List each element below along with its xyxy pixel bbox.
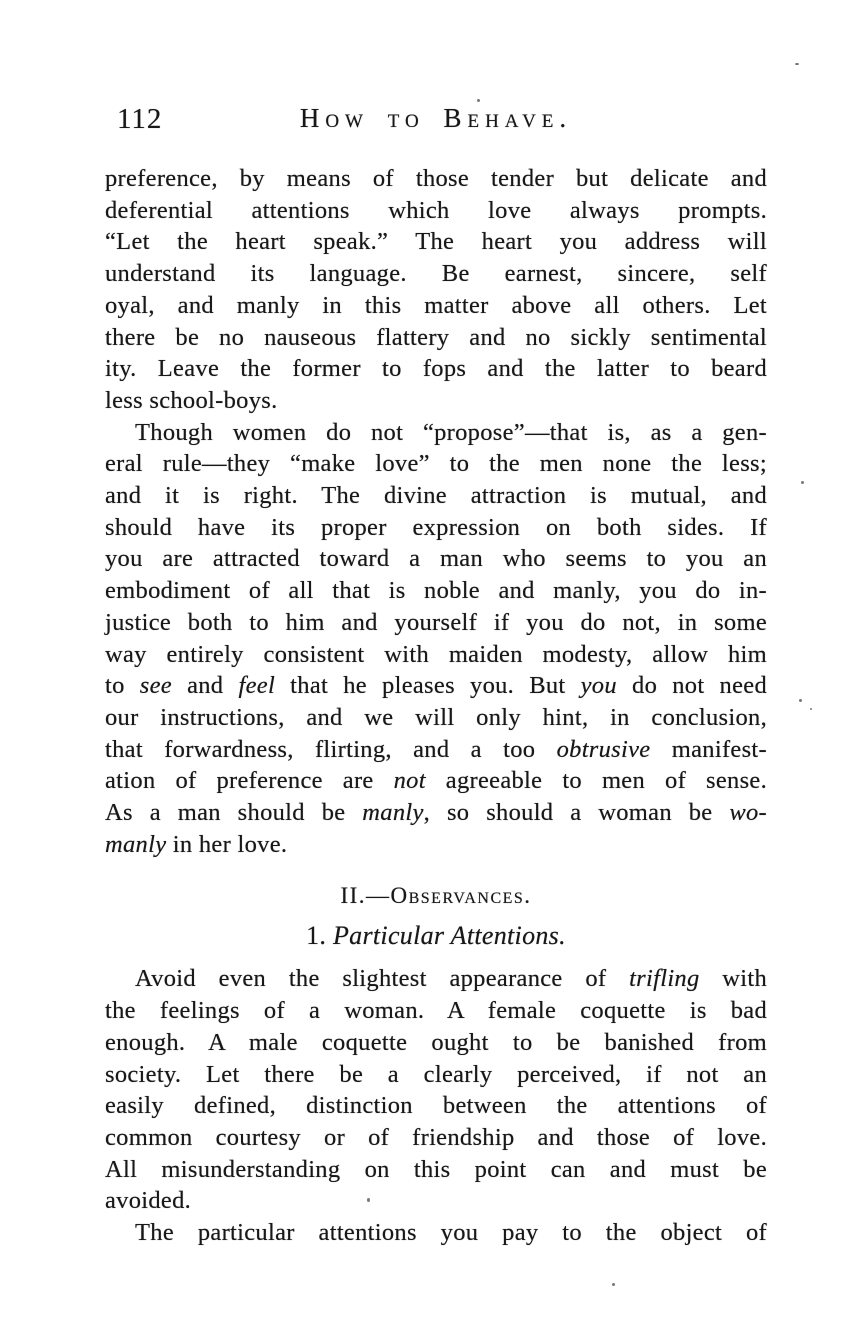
italic-text: not [393,767,426,795]
text-segment: justice both to him and yourself if you do not, in some [105,608,767,636]
text-line [105,734,767,766]
text-segment: less school-boys. [105,386,278,414]
text-line [105,963,767,995]
text-segment: ation of preference are [105,767,394,795]
text-segment: our instructions, and we will only hint, in conclusion, [105,703,767,731]
italic-text: manly [362,799,424,827]
text-segment: ity. Leave the former to fops and the latter to beard [105,355,767,383]
text-segment: manifest- [650,735,767,763]
text-segment: there be no nauseous flattery and no sickly sentimental [105,323,767,351]
text-segment: should have its proper expression on both sides. If [105,513,767,541]
paragraph [105,1217,767,1249]
text-line [105,512,767,544]
text-segment: As a man should be [105,799,363,827]
paragraph [105,417,767,861]
text-segment: that he pleases you. But [275,672,581,700]
text-line [105,353,767,385]
text-line [105,195,767,227]
italic-text: manly [105,830,167,858]
italic-text: you [580,672,617,700]
italic-text: feel [238,672,276,700]
text-line [105,670,767,702]
text-line [105,226,767,258]
page-header [105,101,767,141]
text-segment: agreeable to men of sense. [425,767,767,795]
text-line [105,543,767,575]
text-segment: do not need [616,672,768,700]
paragraph [105,163,767,417]
text-segment: and [171,672,239,700]
text-line [105,448,767,480]
italic-text: wo- [729,799,768,827]
text-segment: deferential attentions which love always prompts. [105,196,767,224]
text-line [105,1059,767,1091]
text-segment: way entirely consistent with maiden modesty, allow him [105,640,767,668]
text-line [105,290,767,322]
text-segment: with [699,965,768,993]
text-segment: to [105,672,140,700]
text-segment: society. Let there be a clearly perceived, if not an [105,1060,767,1088]
text-segment: eral rule—they “make love” to the men none the less; [105,450,767,478]
italic-text: Particular Attentions. [333,921,566,951]
text-segment: , so should a woman be [423,799,730,827]
scan-speck [612,1283,615,1286]
text-segment: common courtesy or of friendship and those of love. [105,1123,767,1151]
text-segment: the feelings of a woman. A female coquette is bad [105,997,767,1025]
text-line [105,163,767,195]
page-body [105,163,767,1249]
italic-text: see [139,672,172,700]
text-segment: you are attracted toward a man who seems to you an [105,545,767,573]
text-segment: 1. [306,921,333,951]
section-subheading [105,918,767,954]
text-segment: The particular attentions you pay to the object of [135,1219,767,1247]
text-line [105,1027,767,1059]
text-line [105,1154,767,1186]
text-line [105,385,767,417]
text-segment: in her love. [166,830,288,858]
text-line [105,639,767,671]
text-line [105,829,767,861]
text-line [105,765,767,797]
text-line [105,417,767,449]
text-segment: All misunderstanding on this point can and must be [105,1155,767,1183]
text-segment: “Let the heart speak.” The heart you address will [105,228,767,256]
text-segment: embodiment of all that is noble and manly, you do in- [105,577,767,605]
text-line [105,322,767,354]
running-title: How to Behave. [299,103,573,133]
text-line [105,1122,767,1154]
scan-speck [801,481,804,484]
text-line [105,258,767,290]
text-line [105,1217,767,1249]
text-segment: Though women do not “propose”—that is, as a gen- [135,418,767,446]
scan-speck [799,699,802,702]
text-line [105,702,767,734]
section-heading [105,881,767,911]
text-segment: and it is right. The divine attraction is mutual, and [105,482,767,510]
text-segment: avoided. [105,1187,192,1215]
text-line [105,1185,767,1217]
scan-speck [367,1198,370,1202]
text-segment: easily defined, distinction between the attentions of [105,1092,767,1120]
text-line [105,607,767,639]
italic-text: obtrusive [556,735,651,763]
text-segment: oyal, and manly in this matter above all others. Let [105,291,767,319]
paragraph [105,963,767,1217]
text-segment: that forwardness, flirting, and a too [105,735,557,763]
text-line [105,575,767,607]
text-line [105,480,767,512]
text-segment: enough. A male coquette ought to be banished from [105,1028,767,1056]
text-segment: Avoid even the slightest appearance of [135,965,630,993]
text-line [105,1090,767,1122]
text-line [105,995,767,1027]
text-segment: preference, by means of those tender but delicate and [105,165,767,192]
scan-speck [810,708,812,710]
italic-text: trifling [629,965,700,993]
text-segment: understand its language. Be earnest, sincere, self [105,260,767,288]
text-segment: II.—Observances. [340,883,532,909]
scan-speck [795,63,799,65]
scan-speck [477,99,480,102]
page-number: 112 [117,103,163,135]
text-line [105,797,767,829]
